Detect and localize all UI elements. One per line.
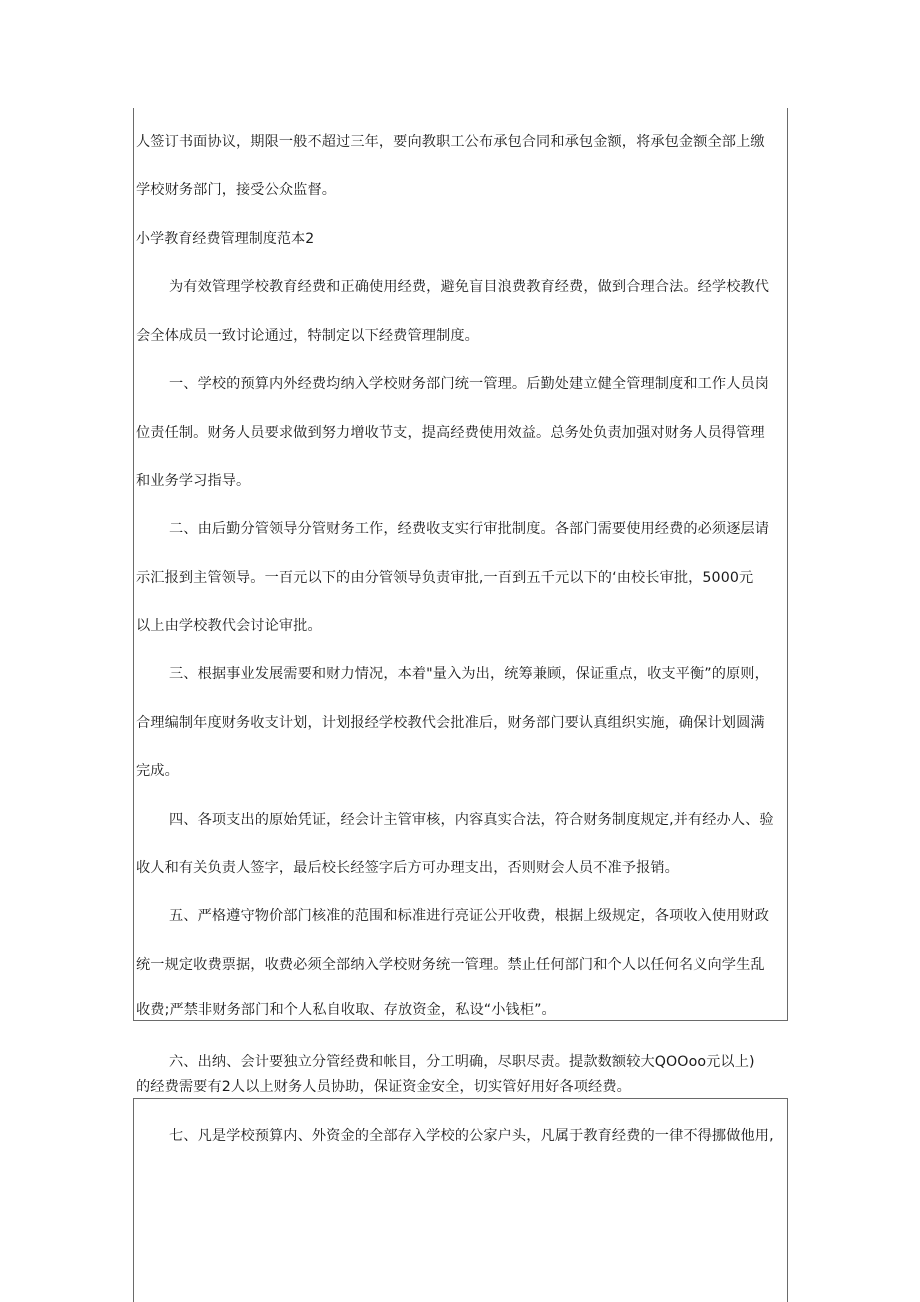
- paragraph-start: 一、学校的预算内外经费均纳入学校财务部门统一管理。后勤处建立健全管理制度和工作人员岗: [169, 376, 770, 392]
- text-line: 学校财务部门，接受公众监督。: [136, 182, 337, 198]
- text-line: 完成。: [136, 763, 179, 779]
- paragraph-start: 六、出纳、会计要独立分管经费和帐目，分工明确，尽职尽责。提款数额较大QOOoo元以上): [169, 1054, 755, 1070]
- text-line: 人签订书面协议，期限一般不超过三年，要向教职工公布承包合同和承包金额，将承包金额全部上缴: [136, 134, 765, 150]
- text-line: 会全体成员一致讨论通过，特制定以下经费管理制度。: [136, 328, 479, 344]
- paragraph-start: 为有效管理学校教育经费和正确使用经费，避免盲目浪费教育经费，做到合理合法。经学校教代: [169, 279, 770, 295]
- paragraph-start: 二、由后勤分管领导分管财务工作，经费收支实行审批制度。各部门需要使用经费的必须逐层请: [169, 521, 770, 537]
- text-line: 收人和有关负责人签字，最后校长经签字后方可办理支出，否则财会人员不准予报销。: [136, 860, 679, 876]
- text-line: 示汇报到主管领导。一百元以下的由分管领导负责审批,一百到五千元以下的‘由校长审批，5000元: [136, 570, 754, 586]
- text-line: 和业务学习指导。: [136, 473, 251, 489]
- section-heading: 小学教育经费管理制度范本2: [136, 231, 315, 247]
- paragraph-start: 七、凡是学校预算内、外资金的全部存入学校的公家户头，凡属于教育经费的一律不得挪做他用,: [169, 1128, 774, 1144]
- paragraph-start: 五、严格遵守物价部门核准的范围和标准进行亮证公开收费，根据上级规定，各项收入使用财政: [169, 908, 770, 924]
- text-line: 位责任制。财务人员要求做到努力增收节支，提高经费使用效益。总务处负责加强对财务人员得管理: [136, 425, 765, 441]
- paragraph-start: 三、根据事业发展需要和财力情况，本着"量入为出，统筹兼顾，保证重点，收支平衡”的原则，: [169, 666, 769, 682]
- text-line: 收费;严禁非财务部门和个人私自收取、存放资金，私设“小钱柜”。: [136, 1002, 556, 1018]
- paragraph-start: 四、各项支出的原始凭证，经会计主管审核，内容真实合法，符合财务制度规定,并有经办人、验: [169, 812, 774, 828]
- text-line: 以上由学校教代会讨论审批。: [136, 618, 322, 634]
- text-line: 的经费需要有2人以上财务人员协助，保证资金安全，切实管好用好各项经费。: [136, 1079, 631, 1095]
- text-line: 统一规定收费票据，收费必须全部纳入学校财务统一管理。禁止任何部门和个人以任何名义向学生乱: [136, 957, 765, 973]
- text-line: 合理编制年度财务收支计划，计划报经学校教代会批准后，财务部门要认真组织实施，确保计划圆满: [136, 715, 765, 731]
